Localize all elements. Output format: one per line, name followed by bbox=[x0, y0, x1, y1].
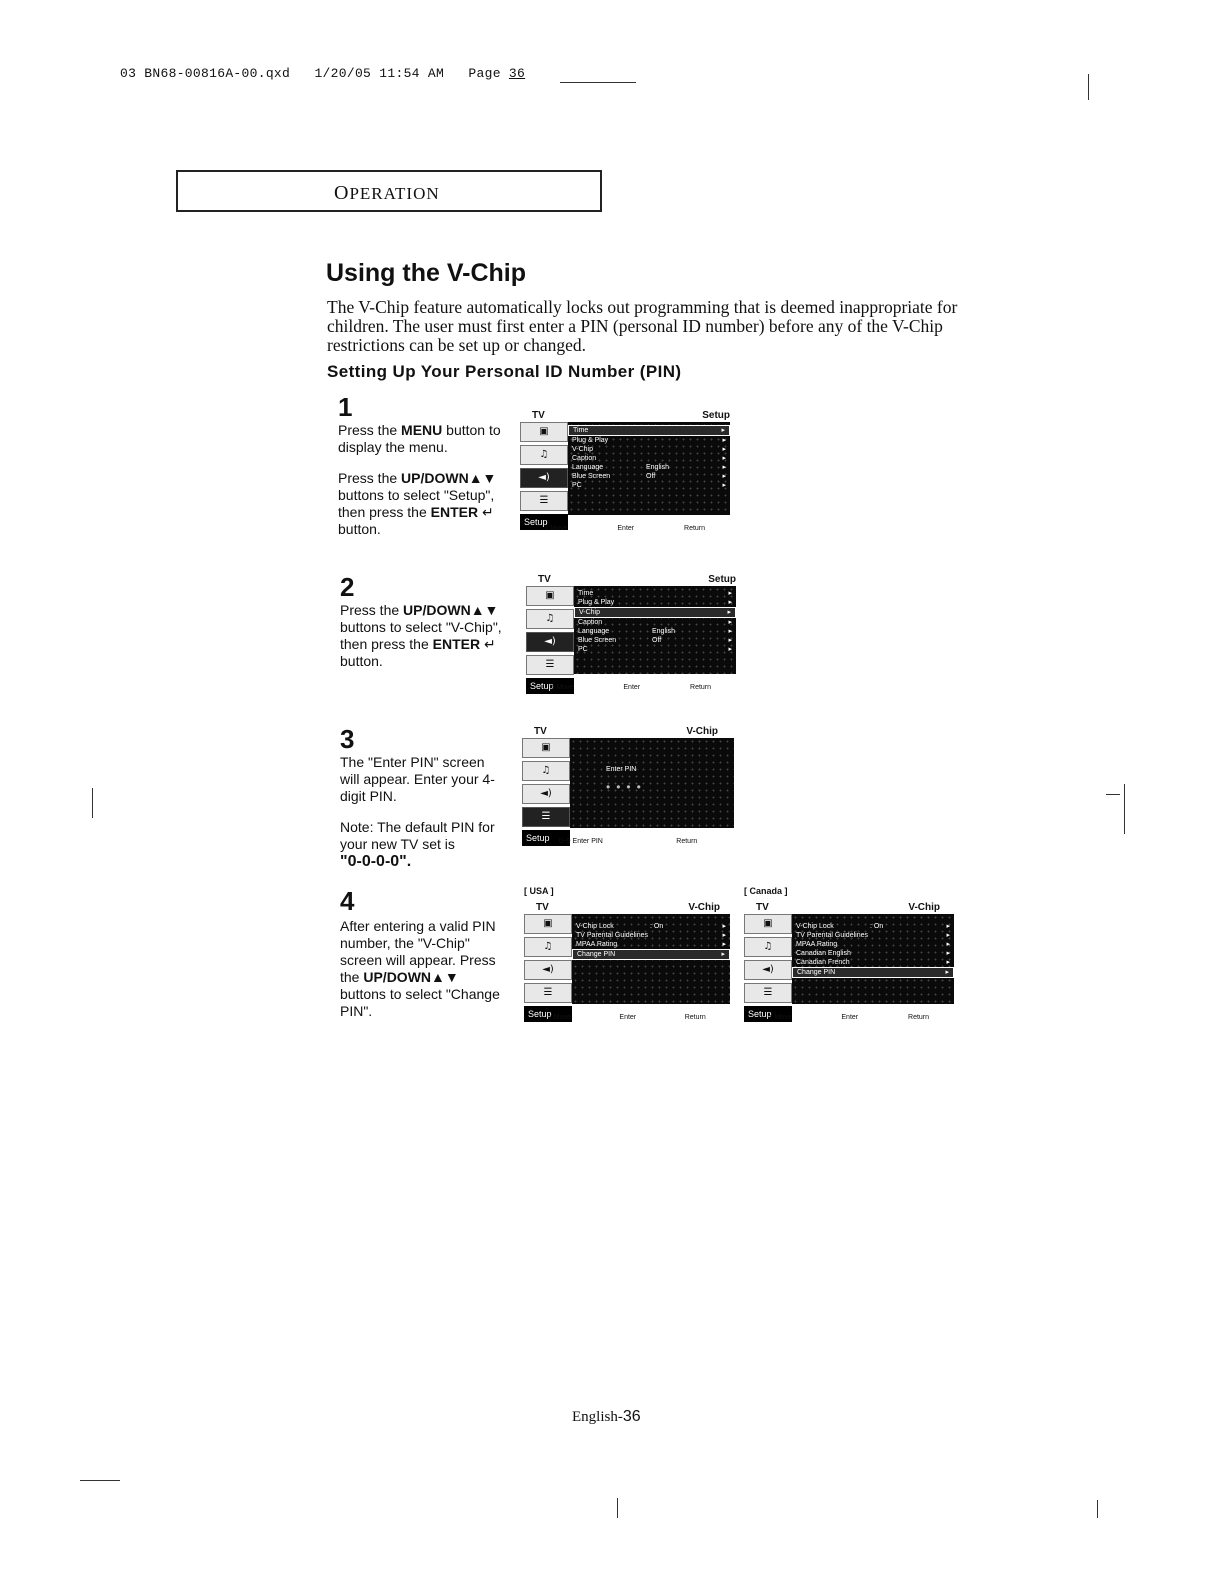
channel-icon: ☰ bbox=[526, 655, 574, 675]
speaker-icon: ◄) bbox=[744, 960, 792, 980]
screen-footer: ↕ Move Enter Return bbox=[550, 683, 712, 691]
setup-tab: Setup bbox=[526, 678, 574, 694]
step-number: 4 bbox=[340, 886, 355, 916]
sound-icon: ♫ bbox=[520, 445, 568, 465]
menu-item: TV Parental Guidelines ▸ bbox=[576, 932, 726, 939]
slug-file: 03 BN68-00816A-00.qxd bbox=[120, 66, 291, 81]
menu-item: Time ▸ bbox=[578, 590, 732, 597]
menu-item: Canadian English ▸ bbox=[796, 950, 950, 957]
menu-item: Language English ▸ bbox=[578, 628, 732, 635]
default-pin: "0-0-0-0". bbox=[340, 853, 412, 870]
page-title: Using the V-Chip bbox=[326, 259, 526, 287]
picture-icon: ▣ bbox=[520, 422, 568, 442]
picture-icon: ▣ bbox=[524, 914, 572, 934]
menu-item: V-Chip Lock : On ▸ bbox=[796, 923, 950, 930]
speaker-icon: ◄) bbox=[524, 960, 572, 980]
sound-icon: ♫ bbox=[524, 937, 572, 957]
crop-mark bbox=[92, 788, 93, 818]
tv-screen-setup-2: TV Setup ▣ ♫ ◄) ☰ Setup Time ▸ Plug & Play ▸ V-Chip ▸ Caption ▸ Language English ▸ Blue Screen Off ▸ PC ▸ ↕ Move Enter Return bbox=[526, 574, 736, 694]
screen-footer: ↕ Move Enter Return bbox=[548, 1013, 706, 1021]
menu-item: Canadian French ▸ bbox=[796, 959, 950, 966]
speaker-icon: ◄) bbox=[520, 468, 568, 488]
subsection-title: Setting Up Your Personal ID Number (PIN) bbox=[327, 362, 682, 381]
menu-icons bbox=[744, 914, 792, 1019]
step-text: After entering a valid PIN number, the "V-Chip" screen will appear. Press the UP/DOWN▲▼ buttons to select "Change PIN". bbox=[340, 918, 500, 1019]
menu-item: V-Chip ▸ bbox=[572, 446, 726, 453]
enter-icon: ↵ bbox=[483, 636, 496, 652]
region-label-canada: [ Canada ] bbox=[744, 886, 788, 896]
menu-item: TV Parental Guidelines ▸ bbox=[796, 932, 950, 939]
menu-item: Change PIN ▸ bbox=[572, 949, 730, 960]
menu-item: Language English ▸ bbox=[572, 464, 726, 471]
pin-digit-slots: •••• bbox=[606, 780, 647, 794]
setup-tab: Setup bbox=[524, 1006, 572, 1022]
slug-page-number: 36 bbox=[508, 66, 526, 81]
crop-mark bbox=[1124, 784, 1125, 834]
menu-item: V-Chip Lock : On ▸ bbox=[576, 923, 726, 930]
pin-panel bbox=[570, 738, 734, 828]
section-title: OPERATION bbox=[334, 182, 440, 204]
picture-icon: ▣ bbox=[744, 914, 792, 934]
channel-icon: ☰ bbox=[524, 983, 572, 1003]
channel-icon: ☰ bbox=[522, 807, 570, 827]
crop-mark bbox=[617, 1498, 618, 1518]
menu-panel bbox=[572, 914, 730, 1004]
screen-footer: ↕ Move Enter Return bbox=[544, 524, 706, 532]
menu-item: MPAA Rating ▸ bbox=[576, 941, 726, 948]
menu-item: Caption ▸ bbox=[578, 619, 732, 626]
enter-icon: ↵ bbox=[481, 504, 494, 520]
slug-time: 11:54 AM bbox=[379, 66, 445, 81]
sound-icon: ♫ bbox=[522, 761, 570, 781]
tv-screen-vchip-canada: TV V-Chip ▣ ♫ ◄) ☰ Setup V-Chip Lock : On ▸ TV Parental Guidelines ▸ MPAA Rating ▸ Canadian English ▸ Canadian French ▸ Change PIN ▸ ↕ Move Enter Return bbox=[744, 902, 954, 1024]
menu-icons bbox=[524, 914, 572, 1019]
picture-icon: ▣ bbox=[522, 738, 570, 758]
crop-mark bbox=[1106, 794, 1120, 795]
speaker-icon: ◄) bbox=[526, 632, 574, 652]
step-number: 3 bbox=[340, 724, 355, 754]
slug-page-label: Page bbox=[468, 66, 501, 81]
setup-tab: Setup bbox=[744, 1006, 792, 1022]
menu-item: Change PIN ▸ bbox=[792, 967, 954, 978]
channel-icon: ☰ bbox=[744, 983, 792, 1003]
menu-panel bbox=[568, 422, 730, 515]
picture-icon: ▣ bbox=[526, 586, 574, 606]
menu-icons bbox=[522, 738, 570, 843]
menu-icons bbox=[526, 586, 574, 691]
crop-mark bbox=[80, 1480, 120, 1481]
page-footer: English-36 bbox=[572, 1408, 641, 1425]
channel-icon: ☰ bbox=[520, 491, 568, 511]
crop-mark bbox=[1097, 1500, 1098, 1518]
intro-paragraph: The V-Chip feature automatically locks out programming that is deemed inappropriate for children. The user must first enter a PIN (personal ID number) before any of the V-Chip restrictions can be set up or changed. bbox=[327, 297, 958, 355]
speaker-icon: ◄) bbox=[522, 784, 570, 804]
sound-icon: ♫ bbox=[744, 937, 792, 957]
region-label-usa: [ USA ] bbox=[524, 886, 554, 896]
tv-screen-setup-1: TV Setup ▣ ♫ ◄) ☰ Setup Time ▸ Plug & Play ▸ V-Chip ▸ Caption ▸ Language English ▸ Blue Screen Off ▸ PC ▸ ↕ Move Enter Return bbox=[520, 410, 730, 535]
enter-pin-label: Enter PIN bbox=[606, 766, 637, 773]
menu-icons bbox=[520, 422, 568, 527]
crop-mark bbox=[1088, 74, 1089, 100]
section-header bbox=[176, 170, 602, 212]
step-text: The "Enter PIN" screen will appear. Enter your 4-digit PIN. Note: The default PIN for your new TV set is "0-0-0-0". bbox=[340, 754, 495, 870]
menu-item: MPAA Rating ▸ bbox=[796, 941, 950, 948]
print-slug bbox=[120, 66, 525, 81]
setup-tab: Setup bbox=[520, 514, 568, 530]
step-number: 2 bbox=[340, 572, 355, 602]
tv-screen-vchip-usa: TV V-Chip ▣ ♫ ◄) ☰ Setup V-Chip Lock : On ▸ TV Parental Guidelines ▸ MPAA Rating ▸ Change PIN ▸ ↕ Move Enter Return bbox=[524, 902, 730, 1024]
sound-icon: ♫ bbox=[526, 609, 574, 629]
step-number: 1 bbox=[338, 392, 353, 422]
menu-panel bbox=[574, 586, 736, 674]
screen-footer: 0~9 Enter PIN Return bbox=[558, 837, 698, 845]
menu-item: Blue Screen Off ▸ bbox=[572, 473, 726, 480]
step-text: Press the MENU button to display the menu. Press the UP/DOWN▲▼ buttons to select "Setup", then press the ENTER ↵ button. bbox=[338, 422, 501, 537]
step-text: Press the UP/DOWN▲▼ buttons to select "V-Chip", then press the ENTER ↵ button. bbox=[340, 602, 502, 669]
menu-panel bbox=[792, 914, 954, 1004]
slug-date: 1/20/05 bbox=[314, 66, 372, 81]
tv-screen-enter-pin: TV V-Chip ▣ ♫ ◄) ☰ Setup Enter PIN •••• 0~9 Enter PIN Return bbox=[522, 726, 734, 848]
menu-item: Time ▸ bbox=[568, 425, 730, 436]
menu-item: Plug & Play ▸ bbox=[578, 599, 732, 606]
screen-footer: ↕ Move Enter Return bbox=[768, 1013, 930, 1021]
menu-item: PC ▸ bbox=[578, 646, 732, 653]
menu-item: Caption ▸ bbox=[572, 455, 726, 462]
menu-item: V-Chip ▸ bbox=[574, 607, 736, 618]
menu-item: Blue Screen Off ▸ bbox=[578, 637, 732, 644]
setup-tab: Setup bbox=[522, 830, 570, 846]
menu-item: Plug & Play ▸ bbox=[572, 437, 726, 444]
menu-item: PC ▸ bbox=[572, 482, 726, 489]
slug-rule bbox=[560, 82, 636, 83]
